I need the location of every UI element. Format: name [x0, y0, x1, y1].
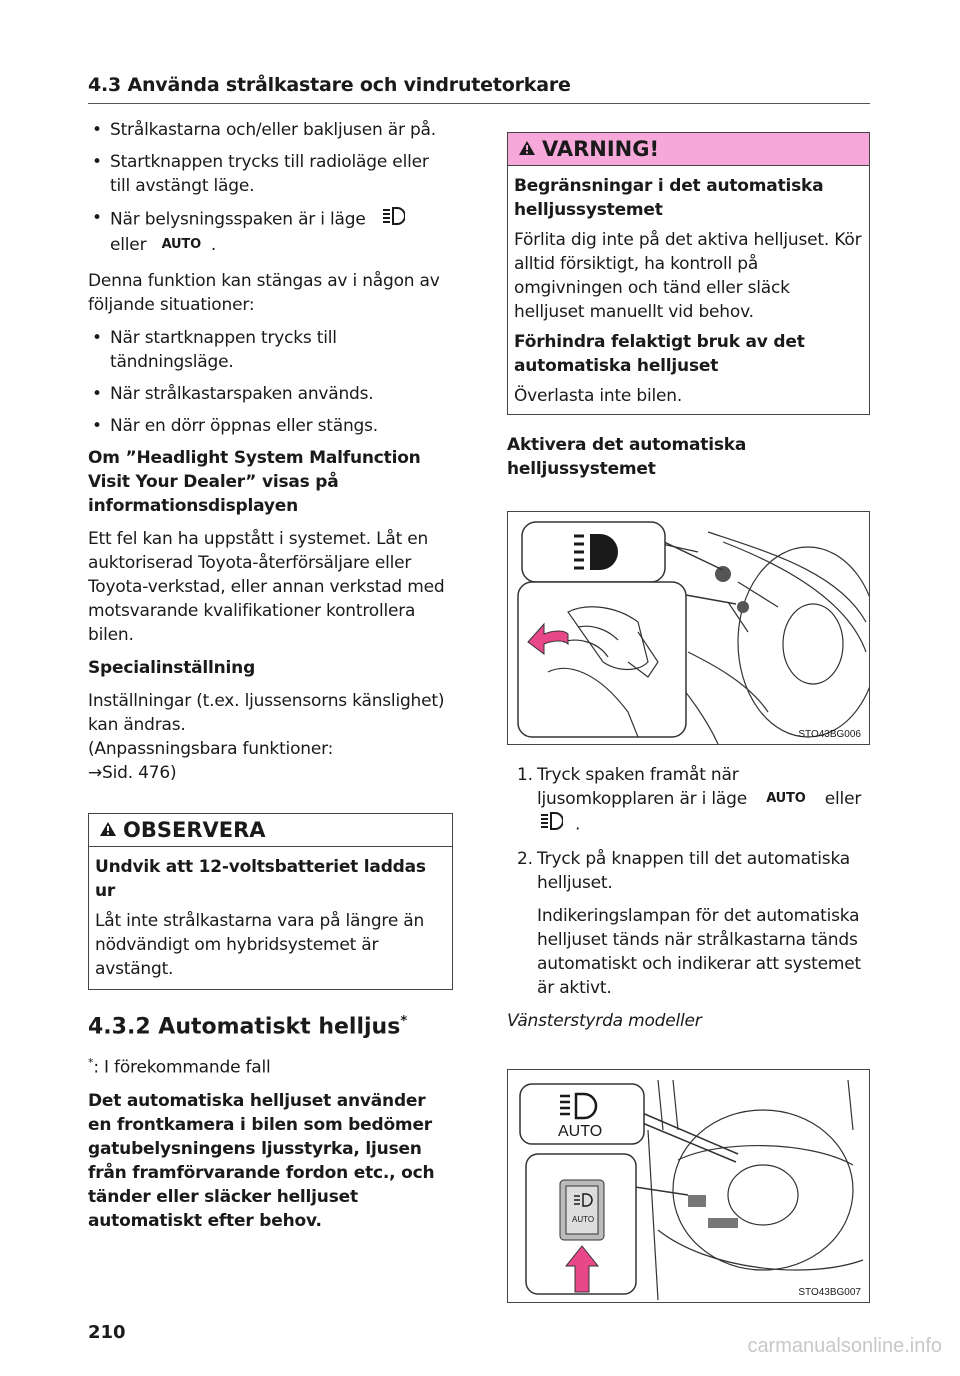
auto-text: AUTO: [558, 1123, 603, 1140]
watermark: carmanualsonline.info: [747, 1335, 942, 1357]
warning-heading: Förhindra felaktigt bruk av det automatiska helljuset: [514, 332, 805, 376]
warning-text: Överlasta inte bilen.: [514, 386, 683, 406]
figure-button-illustration: [507, 1069, 870, 1303]
warning-triangle-icon: [99, 818, 117, 842]
intro-text: Det automatiska helljuset använder en frontkamera i bilen som bedömer gatubelysningens ljusstyrka, ljusen från framförvarande fordon etc., och tänder eller släcker helljuset automatiskt efter behov.: [88, 1090, 435, 1231]
list-item: • När en dörr öppnas eller stängs.: [92, 416, 378, 436]
left-column: [88, 118, 453, 1242]
figure-code: STO43BG007: [798, 1287, 861, 1298]
list-item: • Startknappen trycks till radioläge eller till avstängt läge.: [92, 152, 429, 196]
auto-small-text: AUTO: [572, 1215, 595, 1224]
list-item: • När strålkastarspaken används.: [92, 384, 374, 404]
warning-header: VARNING!: [508, 133, 869, 166]
list-item: • När belysningsspaken är i läge eller AUTO .: [88, 206, 453, 257]
subsection-title: 4.3.2 Automatiskt helljus*: [88, 1014, 408, 1040]
section-title: 4.3 Använda strålkastare och vindrutetorkare: [88, 74, 571, 96]
high-beam-icon: [381, 206, 405, 233]
step-detail: Indikeringslampan för det automatiska helljuset tänds när strålkastarna tänds automatiskt och indikerar att systemet är aktivt.: [537, 906, 861, 998]
step-item: 2. Tryck på knappen till det automatiska helljuset.: [517, 849, 851, 893]
warning-heading: Begränsningar i det automatiska helljussystemet: [514, 176, 824, 220]
figure-lever-illustration: [507, 511, 870, 745]
list-item: • Strålkastarna och/eller bakljusen är på.: [92, 120, 436, 140]
notice-heading: Undvik att 12-voltsbatteriet laddas ur: [95, 857, 426, 901]
step-item: 1. Tryck spaken framåt när ljusomkopplaren är i läge AUTO eller .: [507, 763, 870, 838]
high-beam-icon: [539, 811, 563, 838]
special-heading: Specialinställning: [88, 658, 256, 678]
lever-illustration: [508, 512, 869, 744]
right-column: [507, 132, 870, 1303]
activate-heading: Aktivera det automatiska helljussystemet: [507, 435, 747, 479]
warning-box: [507, 132, 870, 415]
malfunction-heading: Om ”Headlight System Malfunction Visit Your Dealer” visas på informationsdisplayen: [88, 448, 421, 516]
dashboard-illustration: [508, 1070, 869, 1302]
list-item: • När startknappen trycks till tändningsläge.: [92, 328, 337, 372]
auto-icon: AUTO: [766, 791, 806, 806]
page-number: 210: [88, 1322, 126, 1343]
lhd-label: Vänsterstyrda modeller: [507, 1011, 702, 1031]
auto-icon: AUTO: [161, 237, 201, 252]
disable-intro: Denna funktion kan stängas av i någon av följande situationer:: [88, 271, 440, 315]
notice-text: Låt inte strålkastarna vara på längre än nödvändigt om hybridsystemet är avstängt.: [95, 911, 425, 979]
header-divider: [88, 103, 870, 104]
warning-text: Förlita dig inte på det aktiva helljuset. Kör alltid försiktigt, ha kontroll på omgivningen och tänd eller släck helljuset manuellt vid behov.: [514, 230, 862, 322]
footnote: *: I förekommande fall: [88, 1056, 271, 1078]
page-reference-link[interactable]: →Sid. 476): [88, 763, 177, 783]
notice-box: [88, 813, 453, 990]
malfunction-text: Ett fel kan ha uppstått i systemet. Låt en auktoriserad Toyota-återförsäljare eller Toyota-verkstad, eller annan verkstad med motsvarande kvalifikationer kontrollera bilen.: [88, 529, 445, 645]
special-text: Inställningar (t.ex. ljussensorns känslighet) kan ändras. (Anpassningsbara funktioner: →Sid. 476): [88, 691, 445, 783]
figure-code: STO43BG006: [798, 729, 861, 740]
notice-header: OBSERVERA: [89, 814, 452, 847]
warning-triangle-icon: [518, 137, 536, 161]
